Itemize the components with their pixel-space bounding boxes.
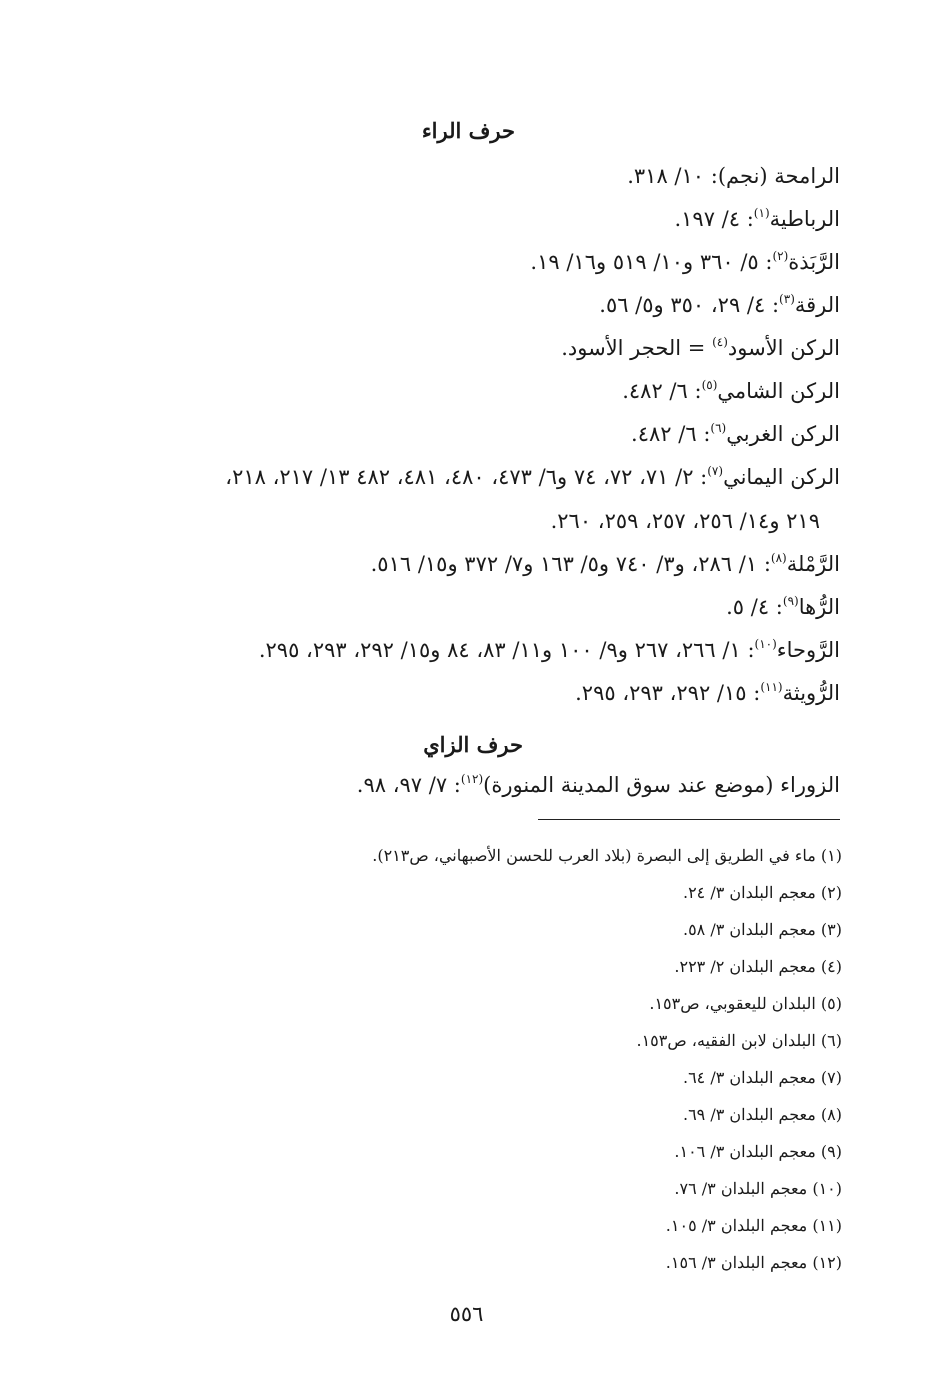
index-entry	[80, 155, 840, 198]
entry-refs: ٤/ ١٩٧.	[674, 207, 741, 231]
footnote: (١٠) معجم البلدان ٣/ ٧٦.	[674, 1179, 842, 1198]
footnote: (٥) البلدان لليعقوبي، ص١٥٣.	[649, 994, 842, 1013]
entry-name: الرُّها	[798, 595, 840, 619]
entry-separator: :	[775, 595, 783, 619]
entry-refs: ١٥/ ٢٩٢، ٢٩٣، ٢٩٥.	[575, 681, 747, 705]
index-entry	[80, 586, 840, 629]
footnote: (٦) البلدان لابن الفقيه، ص١٥٣.	[636, 1031, 842, 1050]
footnote: (٢) معجم البلدان ٣/ ٢٤.	[682, 883, 842, 902]
entry-separator: :	[753, 681, 761, 705]
section-heading-zay: حرف الزاي	[423, 732, 523, 757]
entry-name: الرامحة (نجم):	[710, 164, 840, 188]
footnote-marker: (١٢)	[460, 772, 484, 786]
entry-refs: ١٠/ ٣١٨.	[627, 164, 705, 188]
footnote-marker: (٢)	[772, 249, 789, 263]
page-number: ٥٥٦	[449, 1302, 484, 1326]
footnote: (١١) معجم البلدان ٣/ ١٠٥.	[665, 1216, 842, 1235]
footnote-marker: (٤)	[712, 335, 728, 349]
footnote: (٧) معجم البلدان ٣/ ٦٤.	[682, 1068, 842, 1087]
entry-name: الرَّمْلة	[786, 552, 840, 576]
entry-name: الركن الأسود	[727, 336, 840, 360]
entry-refs: ٦/ ٤٨٢.	[631, 422, 697, 446]
footnote: (١) ماء في الطريق إلى البصرة (بلاد العرب للحسن الأصبهاني، ص٢١٣).	[372, 846, 842, 865]
entry-refs: ٤/ ٢٩، ٣٥٠ و٥/ ٥٦.	[599, 293, 766, 317]
entry-name: الركن اليماني	[723, 465, 840, 489]
entry-name: الرَّوحاء	[776, 638, 840, 662]
footnotes-list	[372, 837, 842, 1281]
entry-refs: ٥/ ٣٦٠ و١٠/ ٥١٩ و١٦/ ١٩.	[530, 250, 759, 274]
entry-refs: = الحجر الأسود.	[561, 336, 706, 360]
footnote: (١٢) معجم البلدان ٣/ ١٥٦.	[665, 1253, 842, 1272]
index-entry	[80, 241, 840, 284]
index-entry	[80, 629, 840, 672]
entry-name: الرُّويثة	[782, 681, 840, 705]
footnote-marker: (٦)	[710, 421, 727, 435]
entry-separator: :	[763, 552, 771, 576]
entry-refs: ٧/ ٩٧، ٩٨.	[356, 773, 448, 797]
entry-separator: :	[747, 638, 755, 662]
entry-separator: :	[453, 773, 461, 797]
entry-name: الركن الشامي	[717, 379, 840, 403]
entry-name: الرباطية	[769, 207, 840, 231]
entry-refs: ١/ ٢٦٦، ٢٦٧ و٩/ ١٠٠ و١١/ ٨٣، ٨٤ و١٥/ ٢٩٢، ٢٩٣، ٢٩٥.	[258, 638, 741, 662]
entry-refs: ٤/ ٥.	[726, 595, 770, 619]
footnote-marker: (٥)	[701, 378, 718, 392]
entry-refs: ٢/ ٧١، ٧٢، ٧٤ و٦/ ٤٧٣، ٤٨٠، ٤٨١، ٤٨٢ ١٣/ ٢١٧، ٢١٨،	[225, 465, 694, 489]
entry-refs-continuation: ٢١٩ و١٤/ ٢٥٦، ٢٥٧، ٢٥٩، ٢٦٠.	[550, 509, 820, 533]
entry-name: الركن الغربي	[726, 422, 840, 446]
entry-separator: :	[746, 207, 754, 231]
entry-separator: :	[765, 250, 773, 274]
section-heading-ra: حرف الراء	[421, 118, 515, 143]
entries-list-ra	[80, 155, 840, 715]
footnote: (٤) معجم البلدان ٢/ ٢٢٣.	[674, 957, 842, 976]
footnote-marker: (١٠)	[754, 637, 777, 651]
index-entry	[357, 765, 840, 805]
entry-name: الرَّبَذة	[788, 250, 840, 274]
footnote-divider	[538, 819, 840, 820]
index-entry	[80, 327, 840, 370]
footnote-marker: (٧)	[707, 464, 724, 478]
entry-name: الزوراء (موضع عند سوق المدينة المنورة)	[483, 773, 840, 797]
entry-separator: :	[700, 465, 708, 489]
index-entry	[80, 284, 840, 327]
index-entry	[80, 413, 840, 456]
footnote-marker: (٣)	[779, 292, 795, 306]
entry-refs: ٦/ ٤٨٢.	[622, 379, 688, 403]
entry-name: الرقة	[794, 293, 840, 317]
footnote-marker: (١)	[753, 206, 770, 220]
footnote: (٣) معجم البلدان ٣/ ٥٨.	[682, 920, 842, 939]
entry-separator: :	[771, 293, 780, 317]
index-entry	[80, 370, 840, 413]
index-entry	[80, 456, 840, 543]
footnote-marker: (٩)	[782, 594, 799, 608]
footnote-marker: (٨)	[770, 551, 787, 565]
index-entry	[80, 672, 840, 715]
index-entry	[80, 543, 840, 586]
entry-refs: ١/ ٢٨٦، و٣/ ٧٤٠ و٥/ ١٦٣ و٧/ ٣٧٢ و١٥/ ٥١٦.	[370, 552, 758, 576]
footnote: (٩) معجم البلدان ٣/ ١٠٦.	[674, 1142, 842, 1161]
entry-separator: :	[694, 379, 702, 403]
footnote: (٨) معجم البلدان ٣/ ٦٩.	[682, 1105, 842, 1124]
footnote-marker: (١١)	[760, 680, 783, 694]
index-entry	[80, 198, 840, 241]
entry-separator: :	[703, 422, 711, 446]
